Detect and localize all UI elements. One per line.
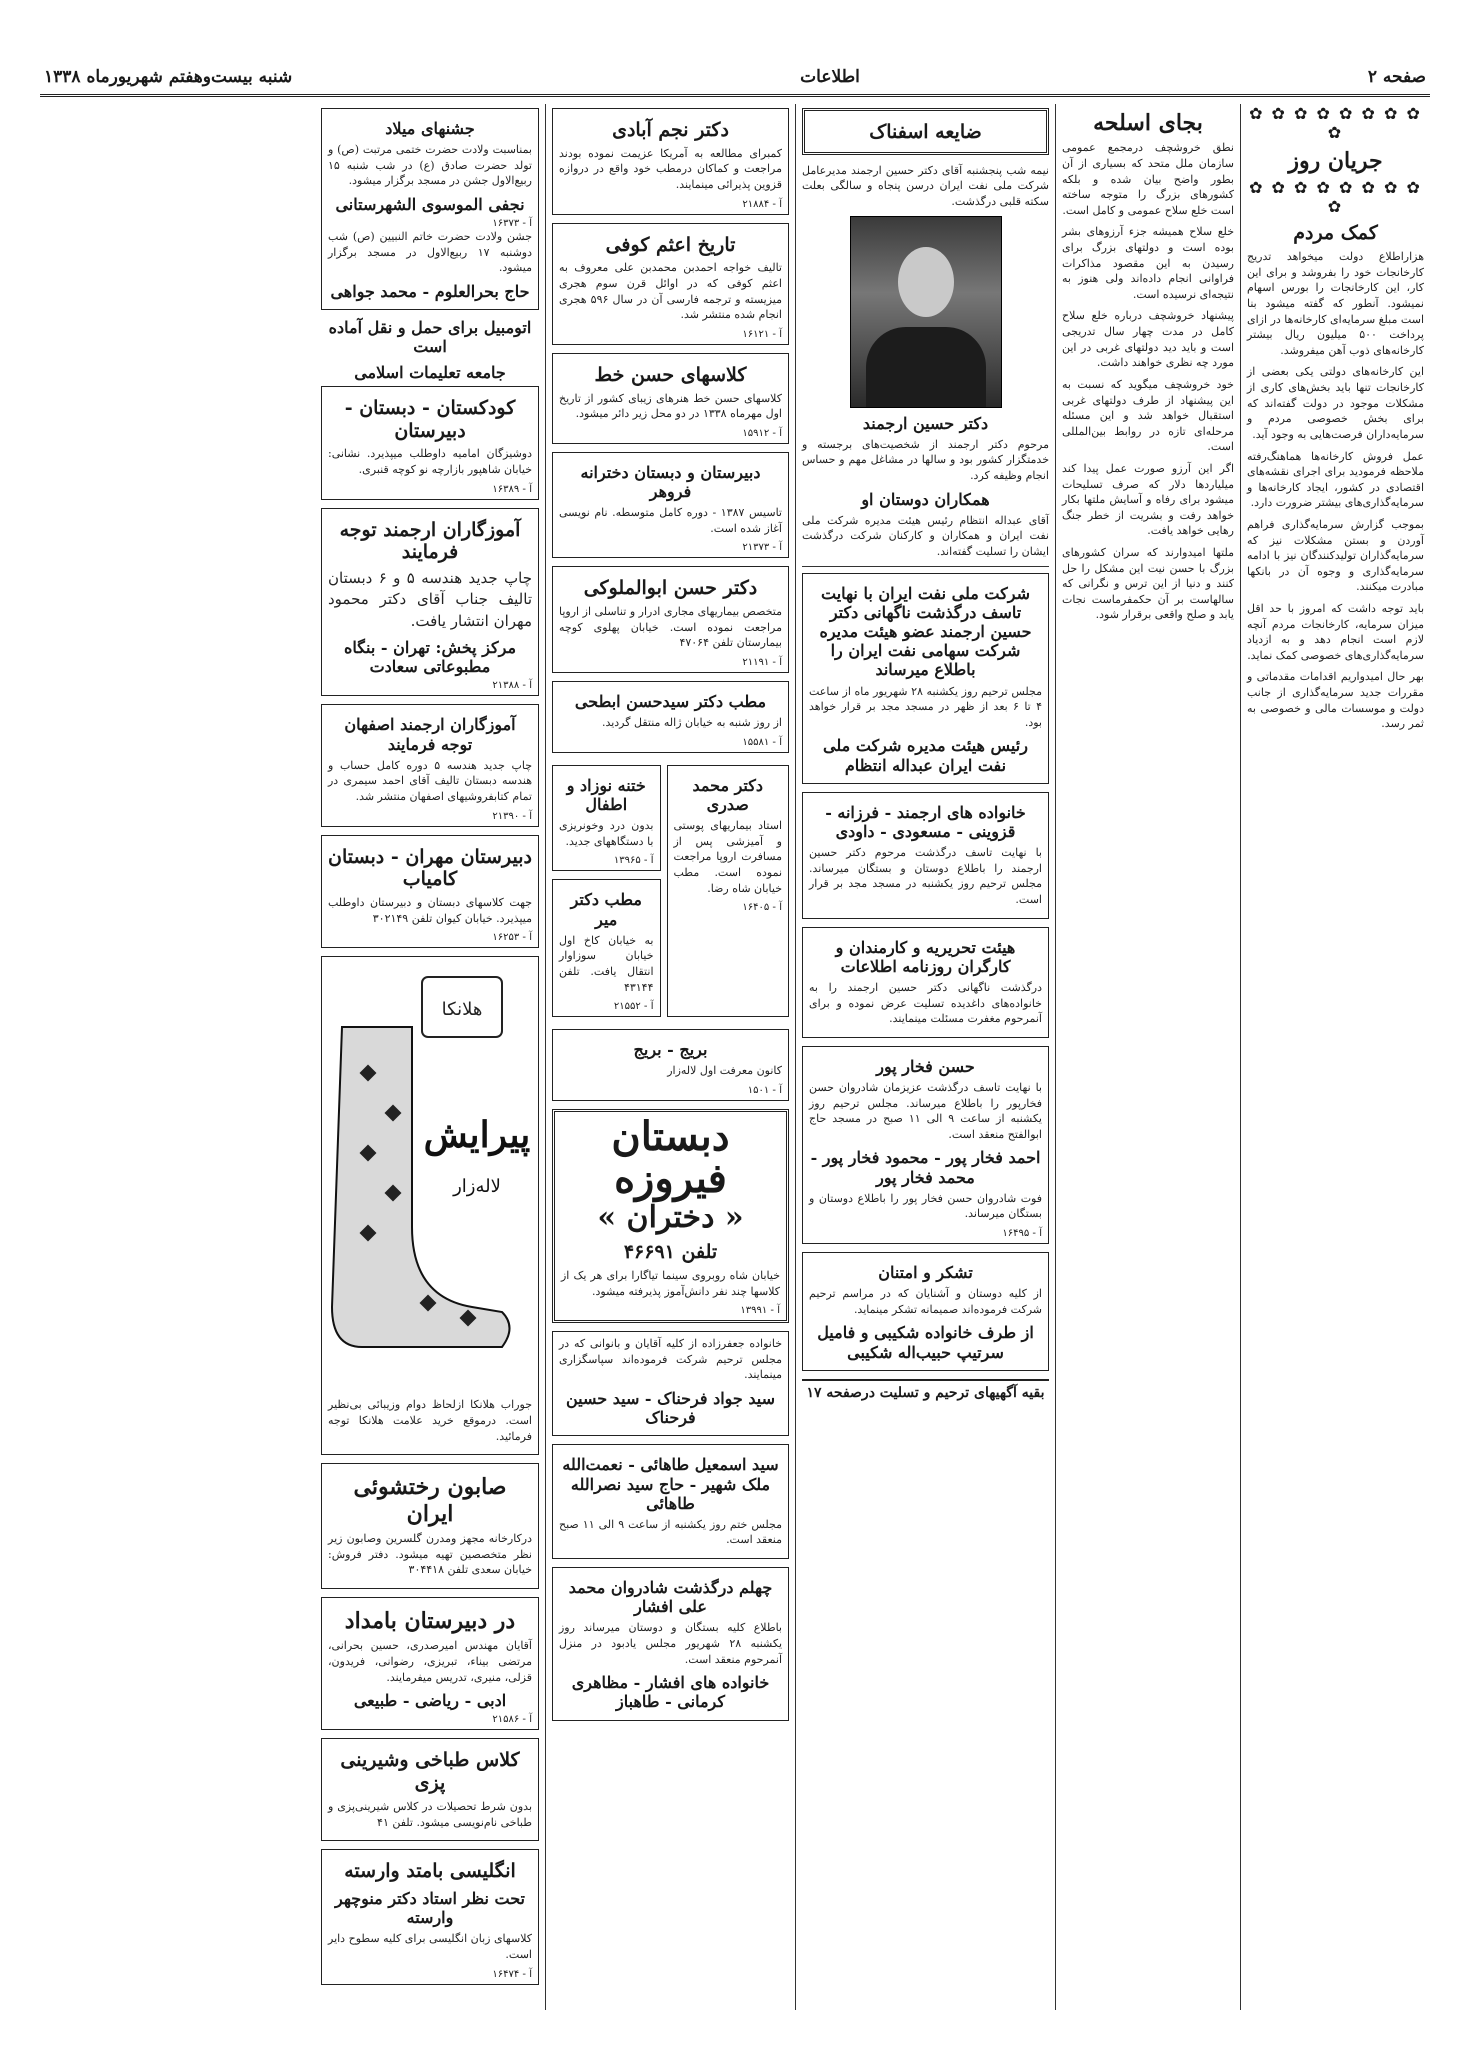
article-paragraph: عمل فروش کارخانه‌ها هماهنگ‌رفته ملاحظه فرمودید برای اجرای نقشه‌های اقتصادی در کشور، ایجاد کارخانه‌ها و سرمایه‌گذاری‌های بیشتر ضرورت دارد. (1247, 449, 1424, 510)
column-ornament-2: ✿ ✿ ✿ ✿ ✿ ✿ ✿ ✿ ✿ (1249, 178, 1422, 217)
ad-block: انگلیسی بامتد وارسته تحت نظر استاد دکتر منوچهر وارسته کلاسهای زبان انگلیسی برای کلیه سطوح دایر است. آ - ۱۶۴۷۴ (321, 1849, 539, 1984)
helanca-brand: هلانکا (441, 999, 483, 1021)
ad-block: مطب دکتر میر به خیابان کاخ اول خیابان سوزاوار انتقال یافت. تلفن ۴۳۱۴۴ آ - ۲۱۵۵۲ (552, 879, 661, 1017)
article-paragraph: ملتها امیدوارند که سران کشورهای بزرگ با حسن نیت این مشکل را حل کنند و دنیا از این ترس و نگرانی که سالهاست بر آن حکمفرماست نجات یابد و صلح واقعی برقرار شود. (1062, 546, 1234, 622)
ad-block: دبیرستان مهران - دبستان کامیاب جهت کلاسهای دبستان و دبیرستان داوطلب میپذیرد. خیابان کیوان تلفن ۳۰۲۱۴۹ آ - ۱۶۲۵۳ (321, 835, 539, 949)
article-paragraph: این کارخانه‌های دولتی یکی بعضی از کارخانجات تنها باید بخش‌های کاری از مشکلات موجود در دولت گفته‌اند که برای بخش خصوصی مردم و سرمایه‌داران فرصت‌هایی به وجود آید. (1247, 365, 1424, 441)
ad-block: ختنه نوزاد و اطفال بدون درد وخونریزی با دستگاههای جدید. آ - ۱۳۹۶۵ (552, 765, 661, 872)
article-paragraph: خود خروشچف میگوید که نسبت به این پیشنهاد از طرف دولتهای غربی استقبال خواهد شد و این مسئله مرحله‌ای تازه در روابط بین‌المللی است. (1062, 377, 1234, 454)
portrait-photo (850, 216, 1002, 408)
condolence-notice: حسن فخار پور با نهایت تاسف درگذشت عزیزمان شادروان حسن فخارپور را باطلاع میرساند. مجلس ترحیم روز یکشنبه از ساعت ۹ الی ۱۱ صبح در مسجد حاج ابوالفتح منعقد است. احمد فخار پور - محمود فخار پور - محمد فخار پور فوت شادروان حسن فخار پور را باطلاع دوستان و بستگان میرساند. آ - ۱۶۴۹۵ (802, 1046, 1049, 1244)
school-ad-firouzeh: دبستان فیروزه « دختران » تلفن ۴۶۶۹۱ خیابان شاه روبروی سینما تیاگارا برای هر یک از کلاسها چند نفر دانش‌آموز پذیرفته میشود. آ - ۱۳۹۹۱ (552, 1109, 789, 1323)
column-current-events (1240, 104, 1430, 2010)
pirayesh-brand: پیرایش (423, 1114, 531, 1157)
ad-block: آموزگاران ارجمند اصفهان توجه فرمایند چاپ جدید هندسه ۵ دوره کامل حساب و هندسه دبستان تالیف آقای احمد سیمری در تمام کتابفروشیهای اصفهان منتشر شد. آ - ۲۱۳۹۰ (321, 704, 539, 826)
continued-footer: بقیه آگهیهای ترحیم و تسلیت درصفحه ۱۷ (802, 1379, 1049, 1401)
ad-block: تاریخ اعثم کوفی تالیف خواجه احمدبن محمدبن علی معروف به اعثم کوفی که در اوائل قرن سوم هجری میزیسته و ترجمه فارسی آن در سال ۵۹۶ هجری انجام شده منتشر شد. آ - ۱۶۱۲۱ (552, 223, 789, 345)
column-editorial (1055, 104, 1240, 2010)
ad-block: مطب دکتر سیدحسن ابطحی از روز شنبه به خیابان ژاله منتقل گردید. آ - ۱۵۵۸۱ (552, 681, 789, 753)
ad-block: صابون رختشوئی ایران درکارخانه مجهز ومدرن گلسرین وصابون زیر نظر متخصصین تهیه میشود. دفتر فروش: خیابان سعدی تلفن ۳۰۴۴۱۸ (321, 1463, 539, 1589)
article-paragraph: نیمه شب پنجشنبه آقای دکتر حسین ارجمند مدیرعامل شرکت ملی نفت ایران درسن پنجاه و سالگی بعلت سکته قلبی درگذشت. (802, 163, 1049, 209)
paper-name: اطلاعات (800, 67, 860, 87)
article-paragraph: آقای عبداله انتظام رئیس هیئت مدیره شرکت ملی نفت ایران و همکاران و کارکنان شرکت درگذشت ایشان را تسلیت گفته‌اند. (802, 513, 1049, 559)
ad-block: چهلم درگذشت شادروان محمد علی افشار باطلاع کلیه بستگان و دوستان میرساند روز یکشنبه ۲۸ شهریور مجلس یادبود در منزل آنمرحوم منعقد است. خانواده های افشار - مظاهری کرمانی - طاهباز (552, 1567, 789, 1721)
column-ornament: ✿ ✿ ✿ ✿ ✿ ✿ ✿ ✿ ✿ (1249, 104, 1422, 142)
article-paragraph: اگر این آرزو صورت عمل پیدا کند میلیاردها دلار که صرف تسلیحات میشود برای رفاه و آسایش ملتها بکار خواهد رفت و بشریت از خطر جنگ رهایی خواهد یافت. (1062, 461, 1234, 538)
article-paragraph: بهر حال امیدواریم اقدامات مقدماتی و مقررات جدید سرمایه‌گذاری از جانب دولت و موسسات مالی و خصوصی به ثمر رسد. (1247, 670, 1424, 731)
masthead (40, 60, 1430, 97)
article-heading: ضایعه اسفناک (869, 121, 982, 143)
ad-block: جشنهای میلاد بمناسبت ولادت حضرت ختمی مرتبت (ص) و تولد حضرت صادق (ع) در شب شنبه ۱۵ ربیع‌الاول جشن در مسجد برگزار میشود. نجفی الموسوی الشهرستانی آ - ۱۶۳۷۳ جشن ولادت حضرت خاتم النبیین (ص) شب دوشنبه ۱۷ ربیع‌الاول در مسجد برگزار میشود. حاج بحرالعلوم - محمد جواهی (321, 108, 539, 310)
condolence-notice: خانواده های ارجمند - فرزانه - قزوینی - مسعودی - داودی با نهایت تاسف درگذشت مرحوم دکتر حسین ارجمند را باطلاع دوستان و بستگان میرساند. مجلس ترحیم روز یکشنبه در مسجد مجد بر قرار است. (802, 792, 1049, 919)
lalezar-label: لاله‌زار (453, 1176, 501, 1198)
column-title: جریان روز (1288, 148, 1383, 174)
article-paragraph: هزاراطلاع دولت میخواهد تدریج کارخانجات خود را بفروشد و برای این کار، این کارخانجات را بورس اسهام نمیشود. آنطور که گفته میشود بنا است مبلغ سرمایه‌ای کارخانه‌ها در ازای پرداخت ۵۰۰ میلیون ریال بیشتر کارخانه‌های ذوب آهن میفروشد. (1247, 250, 1424, 357)
page-label: صفحه ۲ (1367, 67, 1426, 87)
article-heading: کمک مردم (1293, 222, 1378, 245)
ad-block: بریج - بریج کانون معرفت اول لاله‌زار آ - ۱۵۰۱ (552, 1029, 789, 1101)
newspaper-page (40, 60, 1430, 2010)
ad-block: کلاسهای حسن خط کلاسهای حسن خط هنرهای زیبای کشور از تاریخ اول مهرماه ۱۳۳۸ در دو محل زیر دائر میشود. آ - ۱۵۹۱۲ (552, 353, 789, 444)
ad-block: دکتر حسن ابوالملوکی متخصص بیماریهای مجاری ادرار و تناسلی از اروپا مراجعت نموده است. خیابان پهلوی کوچه بیمارستان تلفن ۴۷۰۶۴ آ - ۲۱۱۹۱ (552, 566, 789, 673)
condolence-notice: هیئت تحریریه و کارمندان و کارگران روزنامه اطلاعات درگذشت ناگهانی دکتر حسین ارجمند را به خانواده‌های داغدیده تسلیت عرض نموده و برای آنمرحوم مغفرت مسئلت مینمایند. (802, 927, 1049, 1038)
school-name: دبستان فیروزه (611, 1113, 730, 1203)
ad-block: آموزگاران ارجمند توجه فرمایند چاپ جدید هندسه ۵ و ۶ دبستان تالیف جناب آقای دکتر محمود مهران انتشار یافت. مرکز پخش: تهران - بنگاه مطبوعاتی سعادت آ - ۲۱۳۸۸ (321, 508, 539, 697)
column-ads-b: جشنهای میلاد بمناسبت ولادت حضرت ختمی مرتبت (ص) و تولد حضرت صادق (ع) در شب شنبه ۱۵ ربیع‌الاول جشن در مسجد برگزار میشود. نجفی الموسوی الشهرستانی آ - ۱۶۳۷۳ جشن ولادت حضرت خاتم النبیین (ص) شب دوشنبه ۱۷ ربیع‌الاول در مسجد برگزار میشود. حاج بحرالعلوم - محمد جواهی اتومبیل برای حمل و نقل آماده است جامعه تعلیمات اسلامی کودکستان - دبستان - دبیرستان دوشیزگان امامیه داوطلب میپذیرد. نشانی: خیابان شاهپور بازارچه نو کوچه قنبری. آ - ۱۶۳۸۹ آموزگاران ارجمند توجه فرمایند چاپ جدید هندسه ۵ و ۶ دبستان تالیف جناب آقای دکتر محمود مهران انتشار یافت. مرکز پخش: تهران - بنگاه مطبوعاتی سعادت آ - ۲۱۳۸۸ آموزگاران ارجمند اصفهان توجه فرمایند چاپ جدید هندسه ۵ دوره کامل حساب و هندسه دبستان تالیف آقای احمد سیمری در تمام کتابفروشیهای اصفهان منتشر شد. آ - ۲۱۳۹۰ دبیرستان مهران - دبستان کامیاب جهت کلاسهای دبستان و دبیرستان داوطلب میپذیرد. خیابان کیوان تلفن ۳۰۲۱۴۹ آ - ۱۶۲۵۳ هلانکا پیرایش لاله‌زار جوراب هلانکا ازلحاظ دوام وزیبائی بی‌نظیر است. درموقع خرید علامت هلانکا توجه فرمائید. صابون رختشوئی ایران درکارخانه مجهز ومدرن گلسرین وصابون زیر نظر متخصصین تهیه میشود. دفتر فروش: خیابان سعدی تلفن ۳۰۴۴۱۸ در دبیرستان بامداد آقایان مهندس امیرصدری، حسین بحرانی، مرتضی بیناء، تبریزی، رضوانی، فریدون، قزلی، منیری، تدریس میفرمایند. ادبی - ریاضی - طبیعی آ - ۲۱۵۸۶ کلاس طباخی وشیرینی پزی بدون شرط تحصیلات در کلاس شیرینی‌پزی و طباخی نام‌نویسی میشود. تلفن ۴۱ انگلیسی بامتد وارسته تحت نظر استاد دکتر منوچهر وارسته کلاسهای زبان انگلیسی برای کلیه سطوح دایر است. آ - ۱۶۴۷۴ (315, 104, 545, 2010)
column-obituary (795, 104, 1055, 2010)
article-paragraph: باید توجه داشت که امروز با حد اقل میزان سرمایه، کارخانجات مردم آنچه لازم است انجام دهد و به ازدیاد سرمایه‌گذاری‌های خصوصی کمک نماید. (1247, 601, 1424, 662)
ad-block: سید اسمعیل طاهائی - نعمت‌الله ملک شهیر - حاج سید نصرالله طاهائی مجلس ختم روز یکشنبه از ساعت ۹ الی ۱۱ صبح منعقد است. (552, 1444, 789, 1559)
thanks-notice: تشکر و امتنان از کلیه دوستان و آشنایان که در مراسم ترحیم شرکت فرموده‌اند صمیمانه تشکر مینماید. از طرف خانواده شکیبی و فامیل سرتیپ حبیب‌اله شکیبی (802, 1252, 1049, 1371)
ad-block: دکتر نجم آبادی کمبرای مطالعه به آمریکا عزیمت نموده بودند مراجعت و کماکان درمطب خود واقع در دروازه قزوین پذیرائی مینمایند. آ - ۲۱۸۸۴ (552, 108, 789, 215)
article-paragraph: بموجب گزارش سرمایه‌گذاری فراهم آوردن و بستن مشکلات نیز که سرمایه‌گذاران تولیدکنندگان نیز با ادامه سرمایه‌گذاری و وجوه آن در بانکها مبادرت میکنند. (1247, 517, 1424, 594)
article-paragraph: نطق خروشچف درمجمع عمومی سازمان ملل متحد که بسیاری از آن بطور واضح بیان شده و بلکه کشورهای بزرگ را متوجه ساخته است خلع سلاح عمومی و کامل است. (1062, 141, 1234, 217)
sock-illustration (315, 967, 532, 1387)
helanca-sock-ad: هلانکا پیرایش لاله‌زار جوراب هلانکا ازلحاظ دوام وزیبائی بی‌نظیر است. درموقع خرید علامت هلانکا توجه فرمائید. (321, 956, 539, 1455)
article-subheading: همکاران دوستان او (861, 489, 990, 509)
photo-caption: دکتر حسین ارجمند (862, 413, 989, 433)
article-paragraph: پیشنهاد خروشچف درباره خلع سلاح کامل در مدت چهار سال تدریجی است و باید دید دولتهای غربی در این مورد چه نظری خواهند داشت. (1062, 309, 1234, 370)
column-ads-a (545, 104, 795, 2010)
ad-block: کلاس طباخی وشیرینی پزی بدون شرط تحصیلات در کلاس شیرینی‌پزی و طباخی نام‌نویسی میشود. تلفن ۴۱ (321, 1738, 539, 1841)
obituary-heading-box (802, 108, 1049, 155)
ad-block: دبیرستان و دبستان دخترانه فروهر تاسیس ۱۳۸۷ - دوره کامل متوسطه. نام نویسی آغاز شده است. آ - ۲۱۳۷۳ (552, 452, 789, 559)
article-paragraph: خلع سلاح همیشه جزء آرزوهای بشر بوده است و دولتهای بزرگ برای رسیدن به این مقصود مذاکرات فراوانی انجام داده‌اند ولی هنوز به نتیجه‌ای نرسیده است. (1062, 225, 1234, 301)
issue-date: شنبه بیست‌وهفتم شهریورماه ۱۳۳۸ (44, 67, 293, 87)
ad-block: خانواده جعفرزاده از کلیه آقایان و بانوانی که در مجلس ترحیم شرکت فرموده‌اند سپاسگزاری مینمایند. سید جواد فرحناک - سید حسین فرحناک (552, 1331, 789, 1436)
article-heading: بجای اسلحه (1093, 110, 1203, 136)
article-paragraph: مرحوم دکتر ارجمند از شخصیت‌های برجسته و خدمتگزار کشور بود و سالها در مشاغل مهم و حساس انجام وظیفه کرد. (802, 437, 1049, 483)
ad-block: دکتر محمد صدری استاد بیماریهای پوستی و آمیزشی پس از مسافرت اروپا مراجعت نموده است. مطب خیابان شاه رضا. آ - ۱۶۴۰۵ (667, 765, 790, 1017)
condolence-notice: شرکت ملی نفت ایران با نهایت تاسف درگذشت ناگهانی دکتر حسین ارجمند عضو هیئت مدیره شرکت سهامی نفت ایران را باطلاع میرساند مجلس ترحیم روز یکشنبه ۲۸ شهریور ماه از ساعت ۴ تا ۶ بعد از ظهر در مسجد مجد بر قرار خواهد بود. رئیس هیئت مدیره شرکت ملی نفت ایران عبداله انتظام (802, 573, 1049, 784)
ad-block: در دبیرستان بامداد آقایان مهندس امیرصدری، حسین بحرانی، مرتضی بیناء، تبریزی، رضوانی، فریدون، قزلی، منیری، تدریس میفرمایند. ادبی - ریاضی - طبیعی آ - ۲۱۵۸۶ (321, 1597, 539, 1730)
ad-block: کودکستان - دبستان - دبیرستان دوشیزگان امامیه داوطلب میپذیرد. نشانی: خیابان شاهپور بازارچه نو کوچه قنبری. آ - ۱۶۳۸۹ (321, 386, 539, 500)
